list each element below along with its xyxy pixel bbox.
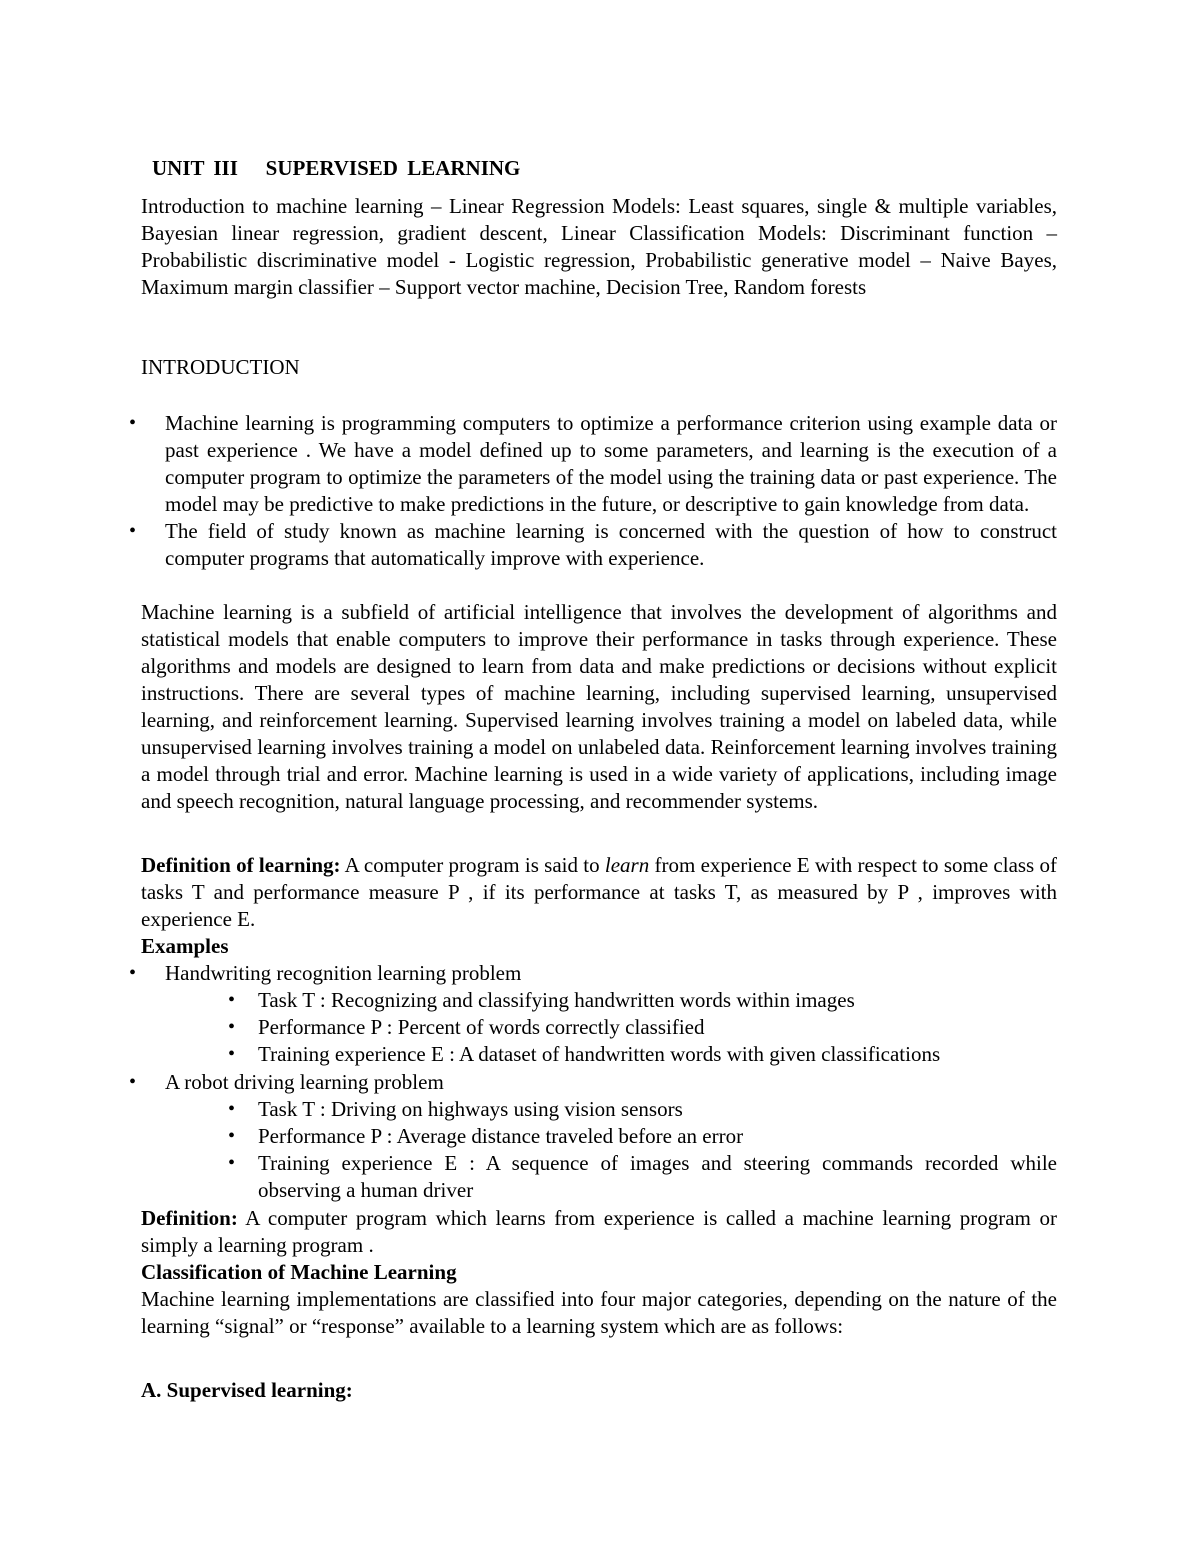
example-2-title: • A robot driving learning problem	[165, 1069, 1057, 1096]
example-2-items	[258, 1096, 1057, 1204]
definition-of-learning-paragraph	[141, 852, 1057, 933]
example-1-task: • Task T : Recognizing and classifying handwritten words within images	[258, 987, 1057, 1014]
classification-paragraph: Machine learning implementations are classified into four major categories, depending on the nature of the learning “signal” or “response” available to a learning system which are as follows:	[141, 1287, 1057, 1338]
ml-paragraph: Machine learning is a subfield of artificial intelligence that involves the development of algorithms and statistical models that enable computers to improve their performance in tasks through experience. These algorithms and models are designed to learn from data and make predictions or decisions without explicit instructions. There are several types of machine learning, including supervised learning, unsupervised learning, and reinforcement learning. Supervised learning involves training a model on labeled data, while unsupervised learning involves training a model on unlabeled data. Reinforcement learning involves training a model through trial and error. Machine learning is used in a wide variety of applications, including image and speech recognition, natural language processing, and recommender systems.	[141, 600, 1057, 813]
definition-label: Definition:	[141, 1206, 238, 1230]
introduction-heading: INTRODUCTION	[141, 355, 300, 379]
example-1-items	[258, 987, 1057, 1068]
examples-list-2	[165, 1069, 1057, 1096]
definition-of-learning-text-2: from experience E with respect to some class of tasks T and performance measure P , if its performance at tasks T, as measured by P , improves with experience E.	[141, 853, 1057, 931]
example-1-experience: • Training experience E : A dataset of handwritten words with given classifications	[258, 1041, 1057, 1068]
syllabus-paragraph: Introduction to machine learning – Linear Regression Models: Least squares, single & multiple variables, Bayesian linear regression, gradient descent, Linear Classification Models: Discriminant function – Probabilistic discriminative model - Logistic regression, Probabilistic generative model – Naive Bayes, Maximum margin classifier – Support vector machine, Decision Tree, Random forests	[141, 194, 1057, 299]
example-1-performance: • Performance P : Percent of words correctly classified	[258, 1014, 1057, 1041]
definition-of-learning-text-1: A computer program is said to	[340, 853, 605, 877]
classification-heading: Classification of Machine Learning	[141, 1260, 457, 1284]
examples-heading: Examples	[141, 934, 229, 958]
unit-title: UNIT III SUPERVISED LEARNING	[152, 156, 521, 180]
definition-text: A computer program which learns from experience is called a machine learning program or simply a learning program .	[141, 1206, 1057, 1257]
section-a-heading: A. Supervised learning:	[141, 1378, 353, 1402]
examples-list	[165, 960, 1057, 987]
intro-bullet-2: • The field of study known as machine learning is concerned with the question of how to construct computer programs that automatically improve with experience.	[165, 518, 1057, 572]
intro-bullet-1: • Machine learning is programming computers to optimize a performance criterion using example data or past experience . We have a model defined up to some parameters, and learning is the execution of a computer program to optimize the parameters of the model using the training data or past experience. The model may be predictive to make predictions in the future, or descriptive to gain knowledge from data.	[165, 410, 1057, 518]
example-1-title: • Handwriting recognition learning problem	[165, 960, 1057, 987]
definition-paragraph	[141, 1205, 1057, 1259]
intro-bullet-list	[165, 410, 1057, 572]
example-2-performance: • Performance P : Average distance traveled before an error	[258, 1123, 1057, 1150]
example-2-experience: • Training experience E : A sequence of images and steering commands recorded while observing a human driver	[258, 1150, 1057, 1204]
definition-of-learning-italic: learn	[604, 853, 650, 877]
example-2-task: • Task T : Driving on highways using vision sensors	[258, 1096, 1057, 1123]
definition-of-learning-label: Definition of learning:	[141, 853, 341, 877]
